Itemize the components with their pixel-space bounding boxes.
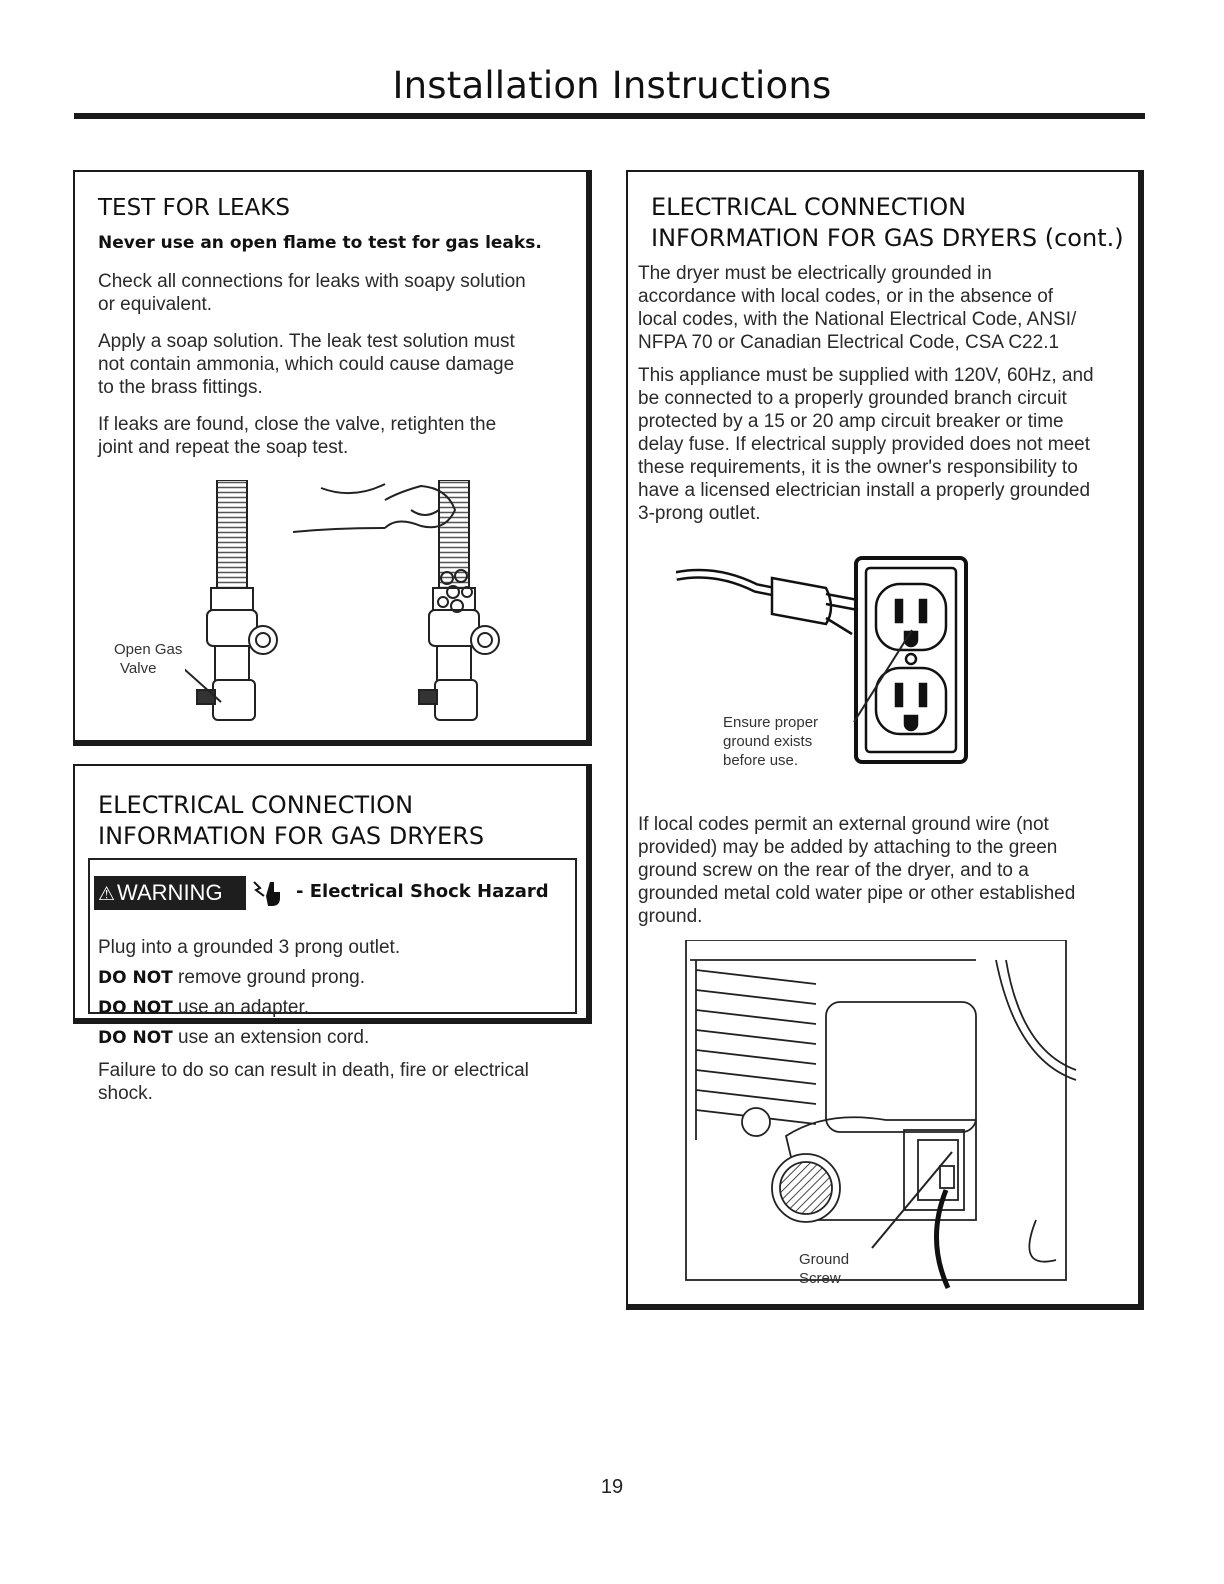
warning-badge xyxy=(94,876,246,910)
test-for-leaks-heading: TEST FOR LEAKS xyxy=(98,195,290,221)
cont-p2-l2: be connected to a properly grounded branch circuit xyxy=(638,388,1067,409)
electrical-cont-heading-l2: INFORMATION FOR GAS DRYERS (cont.) xyxy=(651,224,1124,252)
leaks-para3-l2: joint and repeat the soap test. xyxy=(98,437,349,458)
cont-p2-l7: 3-prong outlet. xyxy=(638,503,761,524)
do-not-remove-line xyxy=(98,966,365,990)
leaks-para1-l1: Check all connections for leaks with soapy solution xyxy=(98,271,526,292)
leaks-para2-l1: Apply a soap solution. The leak test solution must xyxy=(98,331,515,352)
do-not-label: DO NOT xyxy=(98,998,173,1018)
open-flame-warning: Never use an open flame to test for gas leaks. xyxy=(98,233,542,253)
title-rule xyxy=(74,113,1145,119)
dryer-rear-illustration xyxy=(676,940,1086,1298)
cont-p3-l3: ground screw on the rear of the dryer, and to a xyxy=(638,860,1029,881)
cont-p2-l6: have a licensed electrician install a properly grounded xyxy=(638,480,1091,501)
use-adapter-text: use an adapter. xyxy=(172,997,310,1018)
do-not-label: DO NOT xyxy=(98,968,173,988)
leaks-para3-l1: If leaks are found, close the valve, retighten the xyxy=(98,414,497,435)
electrical-heading-l1: ELECTRICAL CONNECTION xyxy=(98,791,414,819)
open-gas-valve-label-l2: Valve xyxy=(120,660,157,677)
outlet-illustration xyxy=(676,548,976,778)
gas-valve-illustration xyxy=(185,480,505,740)
outlet-label-l2: ground exists xyxy=(723,733,813,750)
electrical-heading-l2: INFORMATION FOR GAS DRYERS xyxy=(98,822,485,850)
failure-line-l1: Failure to do so can result in death, fire or electrical xyxy=(98,1060,529,1081)
page-number: 19 xyxy=(600,1476,624,1498)
outlet-label-l1: Ensure proper xyxy=(723,714,819,731)
do-not-label: DO NOT xyxy=(98,1028,173,1048)
cont-p2-l5: these requirements, it is the owner's responsibility to xyxy=(638,457,1078,478)
ground-screw-label-l2: Screw xyxy=(799,1270,841,1287)
cont-p1-l3: local codes, with the National Electrical Code, ANSI/ xyxy=(638,309,1077,330)
cont-p1-l4: NFPA 70 or Canadian Electrical Code, CSA C22.1 xyxy=(638,332,1060,353)
cont-p2-l3: protected by a 15 or 20 amp circuit breaker or time xyxy=(638,411,1064,432)
leaks-para1-l2: or equivalent. xyxy=(98,294,213,315)
cont-p1-l2: accordance with local codes, or in the absence of xyxy=(638,286,1054,307)
cont-p2-l1: This appliance must be supplied with 120V, 60Hz, and xyxy=(638,365,1094,386)
do-not-adapter-line xyxy=(98,996,309,1020)
do-not-extension-line xyxy=(98,1026,369,1050)
cont-p2-l4: delay fuse. If electrical supply provided does not meet xyxy=(638,434,1091,455)
warning-label: WARNING xyxy=(117,880,223,905)
leaks-para2-l3: to the brass fittings. xyxy=(98,377,263,398)
cont-p3-l2: provided) may be added by attaching to the green xyxy=(638,837,1058,858)
shock-hazard-icon xyxy=(252,878,292,910)
cont-p1-l1: The dryer must be electrically grounded in xyxy=(638,263,992,284)
page-title: Installation Instructions xyxy=(392,64,832,107)
cont-p3-l5: ground. xyxy=(638,906,703,927)
electrical-cont-heading-l1: ELECTRICAL CONNECTION xyxy=(651,193,967,221)
outlet-label-l3: before use. xyxy=(723,752,799,769)
warning-triangle-icon: ⚠ xyxy=(98,884,116,905)
cont-p3-l4: grounded metal cold water pipe or other established xyxy=(638,883,1076,904)
failure-line-l2: shock. xyxy=(98,1083,153,1104)
leaks-para2-l2: not contain ammonia, which could cause damage xyxy=(98,354,515,375)
ground-screw-label-l1: Ground xyxy=(799,1251,850,1268)
plug-into-grounded-line: Plug into a grounded 3 prong outlet. xyxy=(98,937,401,958)
electrical-shock-hazard: - Electrical Shock Hazard xyxy=(296,881,549,902)
remove-ground-prong-text: remove ground prong. xyxy=(172,967,365,988)
open-gas-valve-label-l1: Open Gas xyxy=(114,641,183,658)
extension-cord-text: use an extension cord. xyxy=(172,1027,370,1048)
cont-p3-l1: If local codes permit an external ground wire (not xyxy=(638,814,1049,835)
